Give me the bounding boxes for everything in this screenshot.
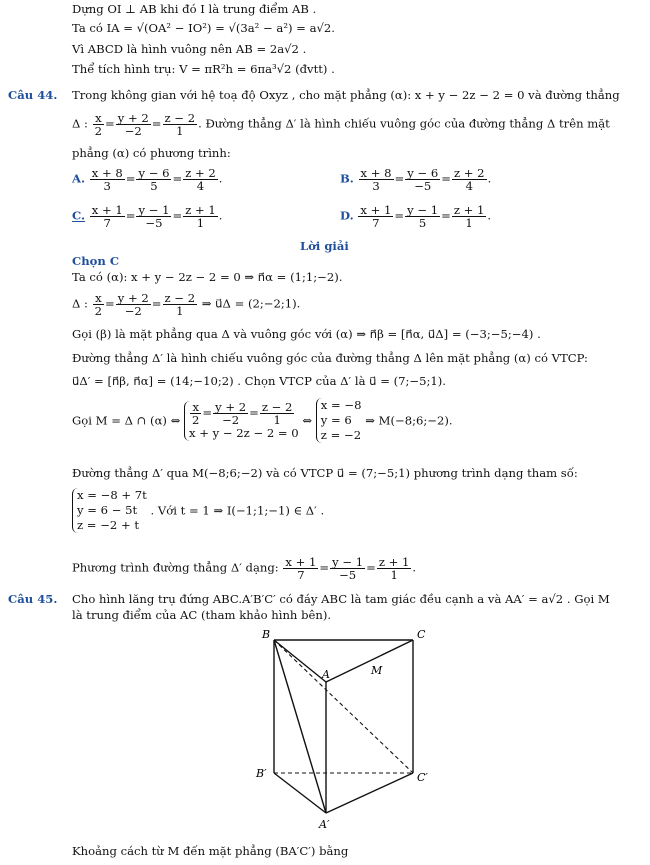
parametric-equation: x = −8 + 7t y = 6 − 5t z = −2 + t . Với t = 1 ⇒ I(−1;1;−1) ∈ Δ′ . xyxy=(72,488,324,533)
option-c[interactable]: C. $\frac{x + 1}{7}$ = $\frac{y - 1}{-5}$ = $\frac{z + 1}{1}$ . xyxy=(72,203,223,230)
answer-choice: Chọn C xyxy=(72,254,120,268)
q45-text-1: Cho hình lăng trụ đứng ABC.A′B′C′ có đáy ABC là tam giác đều cạnh a và AA′ = a√2 . Gọi M xyxy=(72,592,610,606)
label-b-prime: B′ xyxy=(256,767,267,780)
solution-line-5: u⃗Δ′ = [n⃗β, n⃗α] = (14;−10;2) . Chọn VTCP của Δ′ là u⃗ = (7;−5;1). xyxy=(72,374,446,388)
solution-heading: Lời giải xyxy=(300,239,349,253)
option-a[interactable]: A. $\frac{x + 8}{3}$ = $\frac{y - 6}{5}$ = $\frac{z + 2}{4}$ . xyxy=(72,166,223,193)
solution-line-1: Ta có (α): x + y − 2z − 2 = 0 ⇒ n⃗α = (1;1;−2). xyxy=(72,270,343,284)
fraction: $\frac{y + 2}{-2}$ xyxy=(117,111,149,138)
solution-line-7: Đường thẳng Δ′ qua M(−8;6;−2) và có VTCP u⃗ = (7;−5;1) phương trình dạng tham số: xyxy=(72,466,578,480)
label-c: C xyxy=(417,628,426,641)
fraction: $\frac{z - 2}{1}$ xyxy=(164,111,196,138)
solution-line-2: Δ : $\frac{x}{2}$ = $\frac{y + 2}{-2}$ = $\frac{z - 2}{1}$ ⇒ u⃗Δ = (2;−2;1). xyxy=(72,291,301,318)
system-2: x = −8 y = 6 z = −2 xyxy=(316,398,362,443)
q44-text-3: phẳng (α) có phương trình: xyxy=(72,146,231,160)
label-c-prime: C′ xyxy=(417,771,428,784)
top-line-3: Vì ABCD là hình vuông nên AB = 2a√2 . xyxy=(72,42,307,56)
option-b[interactable]: B. $\frac{x + 8}{3}$ = $\frac{y - 6}{-5}$ = $\frac{z + 2}{4}$ . xyxy=(340,166,492,193)
system-1: $\frac{x}{2}$ = $\frac{y + 2}{-2}$ = $\frac{z - 2}{1}$ x + y − 2z − 2 = 0 xyxy=(184,401,299,441)
q44-text-1: Trong không gian với hệ toạ độ Oxyz , cho mặt phẳng (α): x + y − 2z − 2 = 0 và đường thẳng xyxy=(72,88,620,102)
q45-label: Câu 45. xyxy=(8,592,58,606)
param-system: x = −8 + 7t y = 6 − 5t z = −2 + t xyxy=(72,488,147,533)
q44-delta-line: Δ : $\frac{x}{2}$ = $\frac{y + 2}{-2}$ = $\frac{z - 2}{1}$ . Đường thẳng Δ′ là hình chiếu vuông góc của đường thẳng Δ trên mặt xyxy=(72,111,610,138)
solution-line-3: Gọi (β) là mặt phẳng qua Δ và vuông góc với (α) ⇒ n⃗β = [n⃗α, u⃗Δ] = (−3;−5;−4) . xyxy=(72,327,541,341)
label-a: A xyxy=(322,668,330,681)
fraction: $\frac{x}{2}$ xyxy=(94,111,103,138)
solution-line-8: Phương trình đường thẳng Δ′ dạng: $\frac{x + 1}{7}$ = $\frac{y - 1}{-5}$ = $\frac{z + 1}{1}$ . xyxy=(72,555,417,582)
solution-line-6: Gọi M = Δ ∩ (α) ⇔ $\frac{x}{2}$ = $\frac{y + 2}{-2}$ = $\frac{z - 2}{1}$ x + y − 2z − 2 = 0 ⇔ x = −8 y = 6 z = −2 ⇒ M(−8;6;−2). xyxy=(72,398,453,442)
q44-label: Câu 44. xyxy=(8,88,58,102)
label-b: B xyxy=(262,628,271,641)
label-m: M xyxy=(371,664,383,677)
solution-line-4: Đường thẳng Δ′ là hình chiếu vuông góc của đường thẳng Δ lên mặt phẳng (α) có VTCP: xyxy=(72,351,588,365)
option-d[interactable]: D. $\frac{x + 1}{7}$ = $\frac{y - 1}{5}$ = $\frac{z + 1}{1}$ . xyxy=(340,203,492,230)
label-a-prime: A′ xyxy=(319,818,330,831)
top-line-1: Dựng OI ⊥ AB khi đó I là trung điểm AB . xyxy=(72,2,317,16)
top-line-4: Thể tích hình trụ: V = πR²h = 6πa³√2 (đvtt) . xyxy=(72,62,335,76)
q45-last-line: Khoảng cách từ M đến mặt phẳng (BA′C′) bằng xyxy=(72,844,349,858)
q45-text-2: là trung điểm của AC (tham khảo hình bên). xyxy=(72,608,332,622)
q44-delta-prefix: Δ : xyxy=(72,116,88,131)
top-line-2: Ta có IA = √(OA² − IO²) = √(3a² − a²) = a√2. xyxy=(72,21,335,35)
q44-text-2: . Đường thẳng Δ′ là hình chiếu vuông góc của đường thẳng Δ trên mặt xyxy=(198,116,610,131)
